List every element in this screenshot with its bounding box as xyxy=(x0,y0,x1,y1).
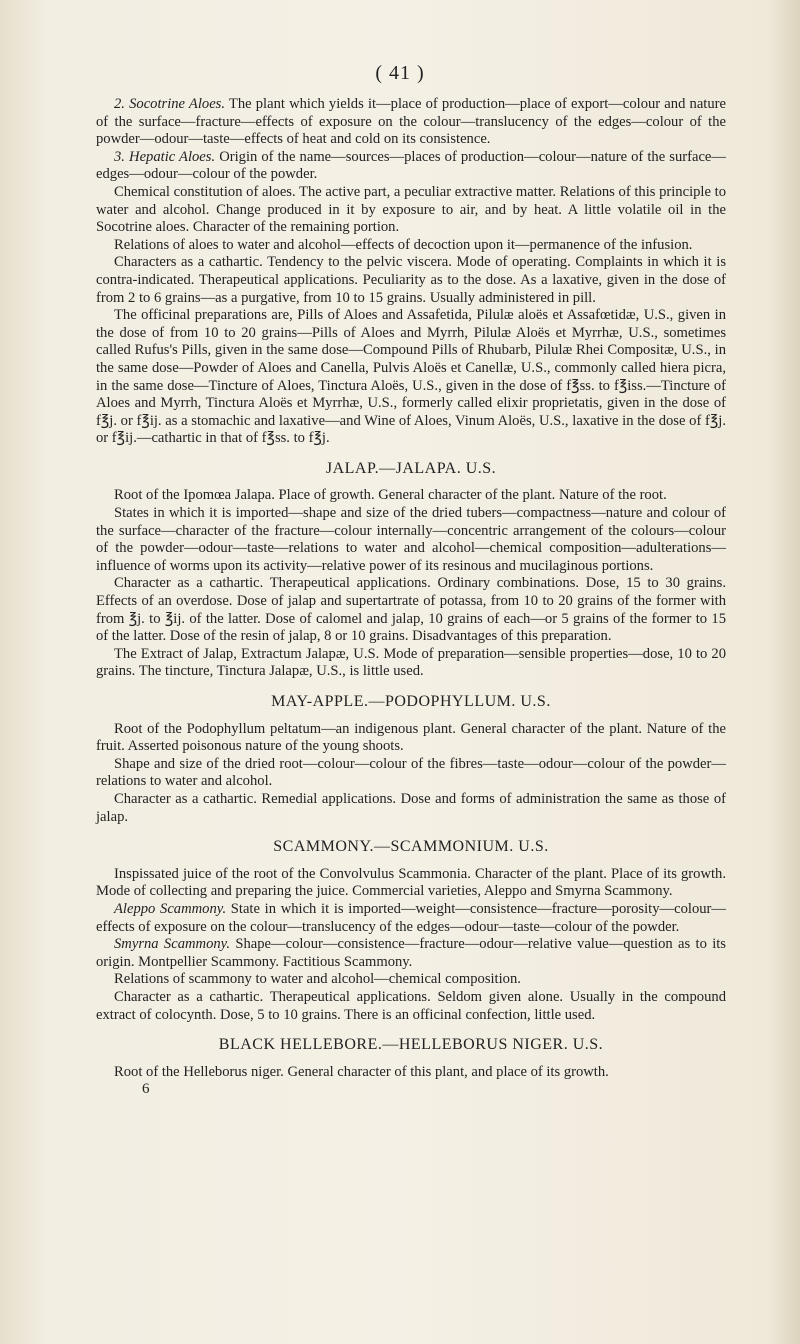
page-number: ( 41 ) xyxy=(375,62,425,84)
heading-scammony: SCAMMONY.—SCAMMONIUM. U.S. xyxy=(273,838,549,856)
label-smyrna-scammony: Smyrna Scammony. xyxy=(114,936,230,953)
paragraph-scammony-juice: Inspissated juice of the root of the Convolvulus Scammonia. Character of the plant. Place of its growth. Mode of collecting and preparing the juice. Commercial varieties, Aleppo and Smyrna Scammony. xyxy=(96,865,726,900)
paragraph-aloes-relations: Relations of aloes to water and alcohol—effects of decoction upon it—permanence of the infusion. xyxy=(114,236,693,253)
paragraph-socotrine-aloes xyxy=(96,96,726,149)
paragraph-podophyllum-root: Root of the Podophyllum peltatum—an indigenous plant. General character of the plant. Nature of the fruit. Asserted poisonous nature of the young shoots. xyxy=(96,720,726,755)
text-aleppo-scammony: State in which it is imported—weight—consistence—fracture—porosity—colour—effects of exposure on the colour—translucency of the edges—odour—taste—colour of the powder. xyxy=(96,900,726,935)
text-hepatic-aloes: Origin of the name—sources—places of production—colour—nature of the surface—edges—odour—colour of the powder. xyxy=(96,148,726,183)
paragraph-podophyllum-shape: Shape and size of the dried root—colour—colour of the fibres—taste—odour—colour of the powder—relations to water and alcohol. xyxy=(96,755,726,790)
paragraph-hellebore-root: Root of the Helleborus niger. General character of this plant, and place of its growth. xyxy=(114,1063,609,1080)
paragraph-jalap-extract: The Extract of Jalap, Extractum Jalapæ, U.S. Mode of preparation—sensible properties—dose, 10 to 20 grains. The tincture, Tinctura Jalapæ, U.S., is little used. xyxy=(96,645,726,680)
paragraph-jalap-states: States in which it is imported—shape and size of the dried tubers—compactness—nature and colour of the surface—character of the fracture—colour internally—concentric arrangement of the colours—colour of the powder—odour—taste—relations to water and alcohol—chemical composition—adulterations—influence of worms upon its activity—relative power of its resinous and mucilaginous portions. xyxy=(96,505,726,574)
signature-mark: 6 xyxy=(142,1081,150,1098)
heading-jalap: JALAP.—JALAPA. U.S. xyxy=(325,459,497,477)
text-socotrine-aloes: The plant which yields it—place of production—place of export—colour and nature of the surface—fracture—effects of exposure on the colour—translucency of the edges—colour of the powder—odour—taste—effects of heat and cold on its consistence. xyxy=(96,96,726,148)
text-smyrna-scammony: Shape—colour—consistence—fracture—odour—relative value—question as to its origin. Montpellier Scammony. Factitious Scammony. xyxy=(96,936,726,970)
paragraph-jalap-root: Root of the Ipomœa Jalapa. Place of growth. General character of the plant. Nature of the root. xyxy=(114,487,667,504)
heading-black-hellebore: BLACK HELLEBORE.—HELLEBORUS NIGER. U.S. xyxy=(218,1036,604,1054)
label-aleppo-scammony: Aleppo Scammony. xyxy=(114,900,227,917)
paragraph-aloes-preparations: The officinal preparations are, Pills of Aloes and Assafetida, Pilulæ aloës et Assafœtidæ, U.S., given in the dose of from 10 to 20 grains—Pills of Aloes and Myrrh, Pilulæ Aloës et Myrrhæ, U.S., sometimes called Rufus's Pills, given in the same dose—Compound Pills of Rhubarb, Pilulæ Rhei Compositæ, U.S., in the same dose—Powder of Aloes and Canella, Pulvis Aloës et Canellæ, U.S., commonly called hiera picra, in the same dose—Tincture of Aloes, Tinctura Aloës, U.S., given in the dose of f℥ss. to f℥iss.—Tincture of Aloes and Myrrh, Tinctura Aloës et Myrrhæ, U.S., formerly called elixir proprietatis, given in the dose of f℥j. or f℥ij. as a stomachic and laxative—and Wine of Aloes, Vinum Aloës, U.S., laxative in the dose of f℥j. or f℥ij.—cathartic in that of f℥ss. to f℥j. xyxy=(96,307,726,447)
label-socotrine-aloes: 2. Socotrine Aloes. xyxy=(114,96,226,112)
heading-may-apple: MAY-APPLE.—PODOPHYLLUM. U.S. xyxy=(271,693,551,710)
paragraph-podophyllum-cathartic: Character as a cathartic. Remedial applications. Dose and forms of administration the same as those of jalap. xyxy=(96,790,726,825)
paragraph-aloes-chemistry: Chemical constitution of aloes. The active part, a peculiar extractive matter. Relations of this principle to water and alcohol. Change produced in it by exposure to air, and by heat. A little volatile oil in the Socotrine aloes. Character of the remaining portion. xyxy=(96,183,726,236)
paragraph-hepatic-aloes xyxy=(96,149,726,184)
paragraph-smyrna-scammony xyxy=(96,936,726,971)
paragraph-scammony-cathartic: Character as a cathartic. Therapeutical applications. Seldom given alone. Usually in the compound extract of colocynth. Dose, 5 to 10 grains. There is an officinal confection, little used. xyxy=(96,988,726,1023)
paragraph-scammony-relations: Relations of scammony to water and alcohol—chemical composition. xyxy=(114,971,521,988)
paragraph-aloes-cathartic: Characters as a cathartic. Tendency to the pelvic viscera. Mode of operating. Complaints in which it is contra-indicated. Therapeutical applications. Peculiarity as to the dose. As a laxative, given in the dose of from 2 to 6 grains—as a purgative, from 10 to 15 grains. Usually administered in pill. xyxy=(96,254,726,306)
label-hepatic-aloes: 3. Hepatic Aloes. xyxy=(114,148,216,165)
paragraph-jalap-cathartic: Character as a cathartic. Therapeutical applications. Ordinary combinations. Dose, 15 to 30 grains. Effects of an overdose. Dose of jalap and supertartrate of potassa, from 10 to 20 grains of the former with from ℥j. to ℥ij. of the latter. Dose of calomel and jalap, 10 grains of each—or 5 grains of the former to 15 of the latter. Dose of the resin of jalap, 8 or 10 grains. Disadvantages of this preparation. xyxy=(96,575,726,645)
paragraph-aleppo-scammony xyxy=(96,901,726,936)
page-content xyxy=(96,96,726,1099)
